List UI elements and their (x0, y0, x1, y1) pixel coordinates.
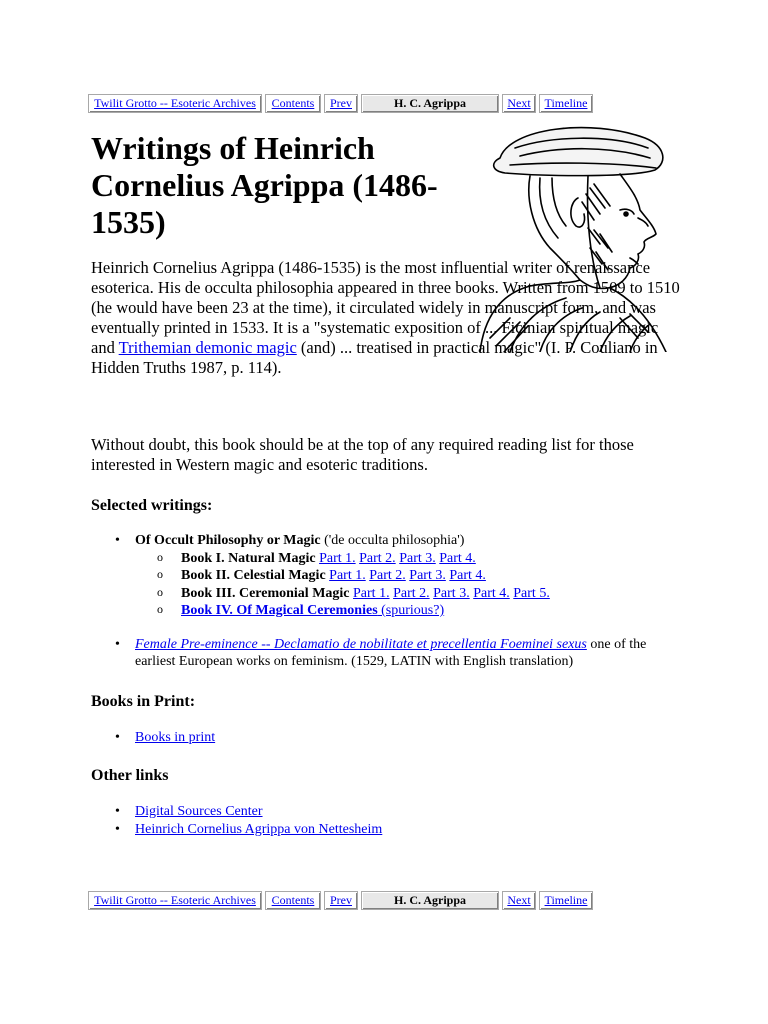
page-title: Writings of Heinrich Cornelius Agrippa (1486-1535) (91, 130, 438, 240)
nav-prev-cell (324, 891, 358, 910)
book-4-note-link[interactable]: (spurious?) (377, 603, 445, 618)
book-1-part-2-link[interactable]: Part 2. (359, 550, 396, 566)
book-3-part-5-link[interactable]: Part 5. (513, 585, 550, 601)
agrippa-von-nettesheim-link[interactable]: Heinrich Cornelius Agrippa von Nettesheim (135, 821, 383, 837)
nav-timeline-link[interactable]: Timeline (544, 893, 588, 907)
nav-timeline-cell (539, 94, 593, 113)
books-in-print-link[interactable]: Books in print (135, 730, 216, 745)
trithemian-link[interactable]: Trithemian demonic magic (118, 338, 297, 357)
nav-next-link[interactable]: Next (507, 96, 531, 110)
book-2-part-1-link[interactable]: Part 1. (329, 568, 366, 583)
nav-contents-link[interactable]: Contents (271, 96, 315, 110)
nav-current-label: H. C. Agrippa (393, 893, 466, 907)
book-2-part-2-link[interactable]: Part 2. (369, 568, 406, 583)
books-in-print-heading: Books in Print: (91, 693, 196, 710)
book-1-item (135, 550, 680, 568)
nav-prev-cell (324, 94, 358, 113)
nav-contents-cell (265, 891, 321, 910)
occult-title: Of Occult Philosophy or Magic (135, 533, 321, 548)
book-2-label: Book II. Celestial Magic (181, 568, 326, 583)
book-3-part-3-link[interactable]: Part 3. (433, 585, 470, 601)
nav-prev-link[interactable]: Prev (330, 96, 352, 110)
reading-list-paragraph: Without doubt, this book should be at the top of any required reading list for those interested in Western magic and esoteric traditions. (91, 435, 634, 474)
nav-next-link[interactable]: Next (507, 893, 531, 907)
bottom-nav (88, 891, 598, 910)
book-2-part-3-link[interactable]: Part 3. (409, 568, 446, 583)
book-3-item (135, 585, 680, 603)
nav-archives-cell (88, 94, 262, 113)
selected-writings-list (110, 532, 680, 671)
book-1-part-3-link[interactable]: Part 3. (399, 550, 436, 566)
other-link-item (110, 821, 680, 839)
book-1-label: Book I. Natural Magic (181, 550, 316, 566)
books-in-print-list (110, 729, 680, 747)
nav-next-cell (502, 94, 536, 113)
nav-next-cell (502, 891, 536, 910)
occult-philosophy-item (110, 532, 680, 620)
book-4-item (135, 602, 680, 620)
intro-text-2: (and) ... treatised in practical magic" (I. P. Couliano in Hidden Truths 1987, p. 114). (91, 338, 658, 377)
intro-paragraph (91, 258, 681, 378)
top-nav (88, 94, 598, 113)
female-preeminence-item (110, 636, 680, 671)
female-preeminence-link[interactable]: Female Pre-eminence -- Declamatio de nobilitate et precellentia Foeminei sexus (135, 636, 587, 652)
book-1-part-4-link[interactable]: Part 4. (439, 550, 476, 566)
book-2-item (135, 567, 680, 585)
nav-current-label: H. C. Agrippa (393, 96, 466, 110)
other-link-item (110, 803, 680, 821)
book-3-label: Book III. Ceremonial Magic (181, 585, 350, 601)
nav-archives-link[interactable]: Twilit Grotto -- Esoteric Archives (94, 96, 256, 110)
nav-timeline-cell (539, 891, 593, 910)
nav-current-cell (361, 94, 499, 113)
digital-sources-link[interactable]: Digital Sources Center (135, 804, 263, 819)
occult-subtitle: ('de occulta philosophia') (320, 533, 465, 548)
nav-contents-cell (265, 94, 321, 113)
book-1-part-1-link[interactable]: Part 1. (319, 550, 356, 566)
books-in-print-item (110, 729, 680, 747)
nav-timeline-link[interactable]: Timeline (544, 96, 588, 110)
book-3-part-2-link[interactable]: Part 2. (393, 585, 430, 601)
book-4-link[interactable]: Book IV. Of Magical Ceremonies (181, 603, 378, 618)
nav-current-cell (361, 891, 499, 910)
nav-archives-link[interactable]: Twilit Grotto -- Esoteric Archives (94, 893, 256, 907)
nav-archives-cell (88, 891, 262, 910)
other-links-heading: Other links (91, 767, 169, 784)
book-3-part-1-link[interactable]: Part 1. (353, 585, 390, 601)
book-3-part-4-link[interactable]: Part 4. (473, 585, 510, 601)
female-preeminence-desc: one of the earliest European works on feminism. (1529, LATIN with English translation) (135, 636, 647, 669)
nav-prev-link[interactable]: Prev (330, 893, 352, 907)
book-2-part-4-link[interactable]: Part 4. (449, 568, 486, 583)
selected-writings-heading: Selected writings: (91, 497, 213, 514)
intro-text-1: Heinrich Cornelius Agrippa (1486-1535) is the most influential writer of renaissance esoterica. His de occulta philosophia appeared in three books. Written from 1509 to 1510 (he would have been 23 at the time), it circulated widely in manuscript form, and was eventually printed in 1533. It is a "systematic exposition of ... Ficinian spiritual magic and (91, 258, 680, 357)
other-links-list (110, 803, 680, 838)
occult-books-list (135, 550, 680, 620)
nav-contents-link[interactable]: Contents (271, 893, 315, 907)
